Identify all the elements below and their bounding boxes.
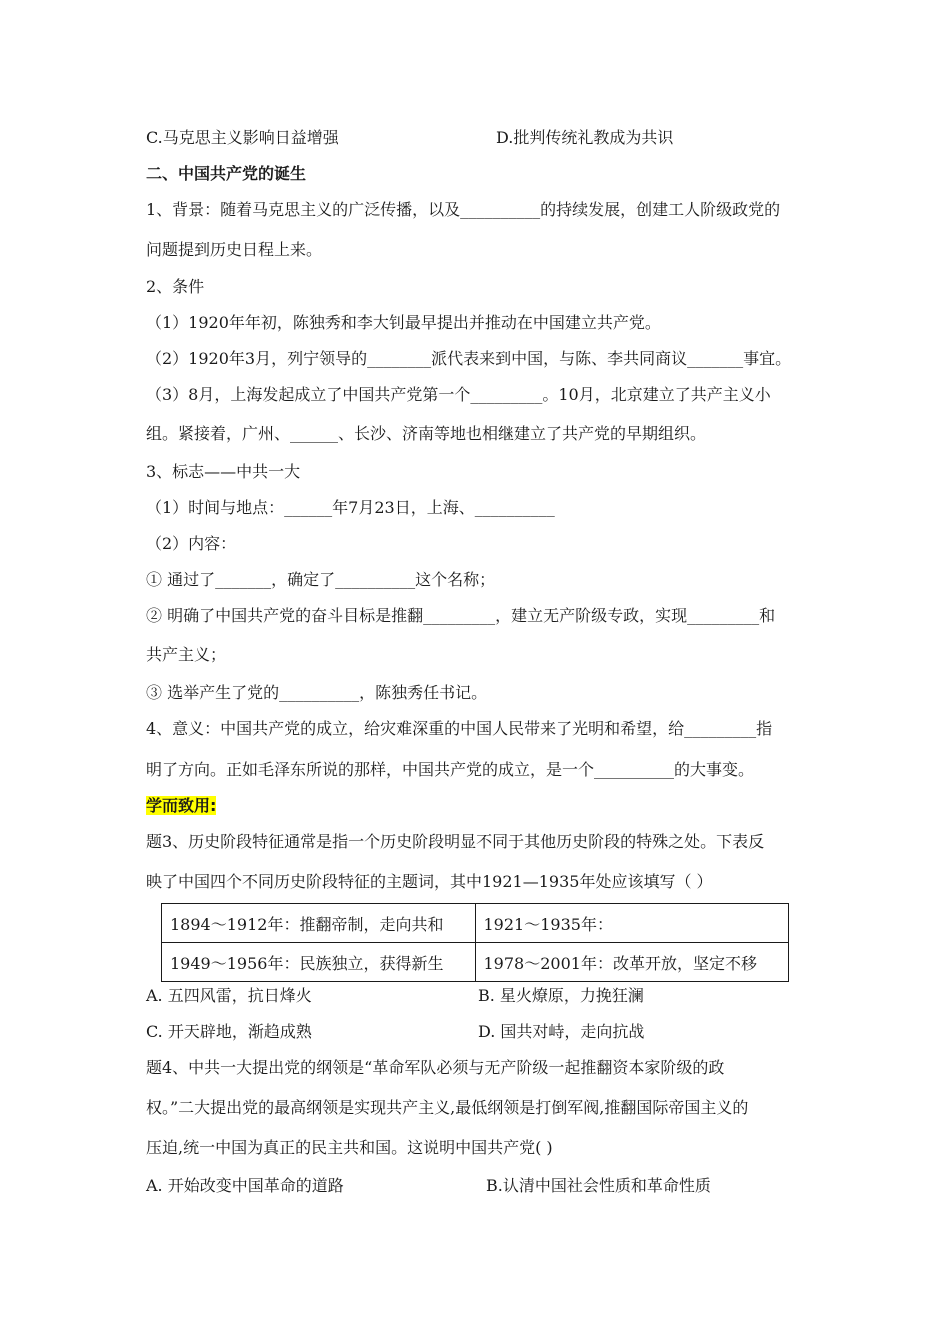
sign-heading: 3、标志——中共一大 [146,462,301,481]
content-heading: （2）内容： [146,534,237,553]
condition-1: （1）1920年年初，陈独秀和李大钊最早提出并推动在中国建立共产党。 [146,313,661,332]
background-line-1: 1、背景：随着马克思主义的广泛传播，以及__________的持续发展，创建工人阶级政党的 [146,200,781,219]
question-3-option-b: B. 星火燎原，力挽狂澜 [478,986,644,1005]
question-4-option-a: A. 开始改变中国革命的道路 [146,1176,344,1195]
content-item-2-line-1: ② 明确了中国共产党的奋斗目标是推翻_________，建立无产阶级专政，实现_________和 [146,606,776,625]
condition-2: （2）1920年3月，列宁领导的________派代表来到中国，与陈、李共同商议_______事宜。 [146,349,792,368]
question-3-line-1: 题3、历史阶段特征通常是指一个历史阶段明显不同于其他历史阶段的特殊之处。下表反 [146,832,765,851]
condition-3-line-2: 组。紧接着，广州、______、长沙、济南等地也相继建立了共产党的早期组织。 [146,424,707,443]
conditions-heading: 2、条件 [146,277,205,296]
significance-line-1: 4、意义：中国共产党的成立，给灾难深重的中国人民带来了光明和希望，给_________指 [146,719,773,738]
option-c-prev: C.马克思主义影响日益增强 [146,128,339,147]
question-3-option-c: C. 开天辟地，渐趋成熟 [146,1022,312,1041]
table-cell: 1978～2001年：改革开放，坚定不移 [475,943,789,982]
stage-table [161,903,789,982]
table-cell: 1894～1912年：推翻帝制，走向共和 [162,904,476,943]
content-item-1: ① 通过了_______，确定了__________这个名称； [146,570,496,589]
condition-3-line-1: （3）8月，上海发起成立了中国共产党第一个_________。10月，北京建立了共产主义小 [146,385,771,404]
content-item-2-line-2: 共产主义； [146,645,227,664]
question-3-option-d: D. 国共对峙，走向抗战 [478,1022,645,1041]
table-row [162,904,789,943]
practice-heading [146,796,216,816]
question-4-option-b: B.认清中国社会性质和革命性质 [486,1176,711,1195]
question-4-line-2: 权。”二大提出党的最高纲领是实现共产主义,最低纲领是打倒军阀,推翻国际帝国主义的 [146,1098,749,1117]
table-cell: 1949～1956年：民族独立，获得新生 [162,943,476,982]
table-cell: 1921～1935年： [475,904,789,943]
table-row [162,943,789,982]
section-title: 二、中国共产党的诞生 [146,164,307,183]
question-3-line-2: 映了中国四个不同历史阶段特征的主题词，其中1921—1935年处应该填写（ ） [146,872,713,891]
content-item-3: ③ 选举产生了党的__________，陈独秀任书记。 [146,683,488,702]
significance-line-2: 明了方向。正如毛泽东所说的那样，中国共产党的成立，是一个__________的大事变。 [146,760,755,779]
time-and-place: （1）时间与地点：______年7月23日，上海、__________ [146,498,555,517]
question-4-line-1: 题4、中共一大提出党的纲领是“革命军队必须与无产阶级一起推翻资本家阶级的政 [146,1058,725,1077]
question-3-option-a: A. 五四风雷，抗日烽火 [146,986,312,1005]
background-line-2: 问题提到历史日程上来。 [146,240,323,259]
question-4-line-3: 压迫,统一中国为真正的民主共和国。这说明中国共产党( ) [146,1138,553,1157]
option-d-prev: D.批判传统礼教成为共识 [496,128,674,147]
practice-heading-text: 学而致用: [146,796,217,815]
